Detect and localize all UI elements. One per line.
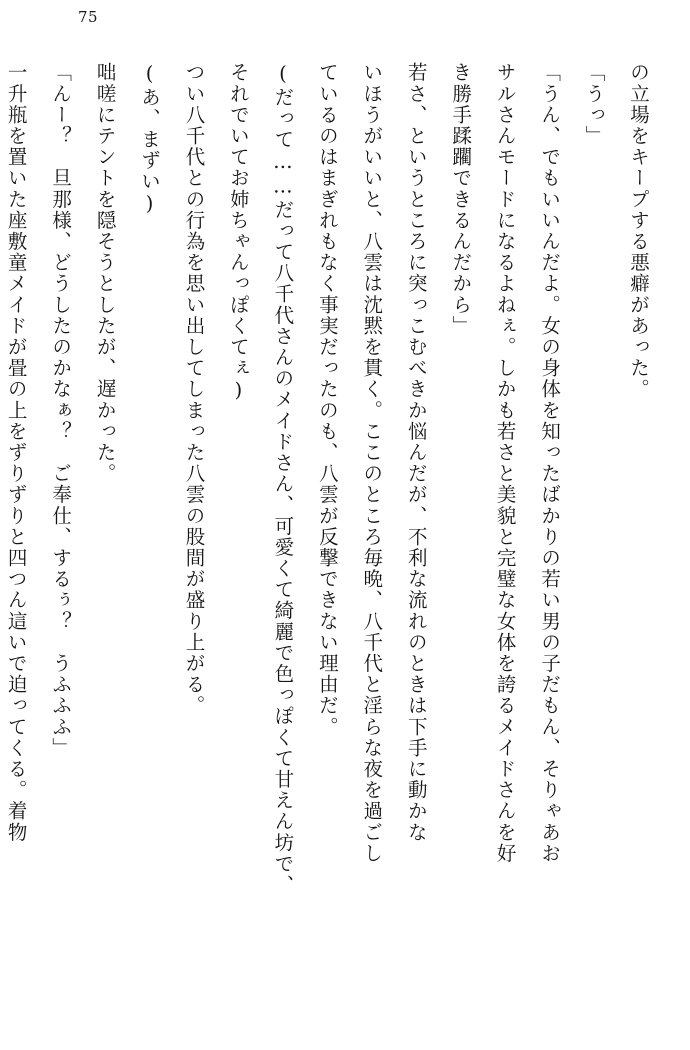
- text-line: つい八千代との行為を思い出してしまった八雲の股間が盛り上がる。: [182, 62, 206, 717]
- text-line: 「うん、でもいいんだよ。女の身体を知ったばかりの若い男の子だもん、そりゃあお: [538, 62, 562, 864]
- text-line: いほうがいいと、八雲は沈黙を貫く。ここのところ毎晩、八千代と淫らな夜を過ごし: [360, 62, 384, 864]
- text-line: (だって……だって八千代さんのメイドさん、可愛くて綺麗で色っぽくて甘えん坊で、: [271, 62, 295, 896]
- text-line: それでいてお姉ちゃんっぽくてぇ): [226, 62, 250, 404]
- text-line: ているのはまぎれもなく事実だったのも、八雲が反撃できない理由だ。: [315, 62, 339, 738]
- text-line: サルさんモードになるよねぇ。しかも若さと美貌と完璧な女体を誇るメイドさんを好: [493, 62, 517, 864]
- text-line: 「うっ」: [582, 62, 606, 147]
- text-line: 咄嗟にテントを隠そうとしたが、遅かった。: [93, 62, 117, 484]
- page-number: 75: [78, 8, 99, 26]
- text-line: 若さ、というところに突っこむべきか悩んだが、不利な流れのときは下手に動かな: [404, 62, 428, 843]
- text-line: (あ、まずい): [138, 62, 162, 217]
- text-line: 一升瓶を置いた座敷童メイドが畳の上をずりずりと四つん這いで迫ってくる。着物: [4, 62, 28, 843]
- vertical-text-body: [4, 62, 660, 1022]
- text-line: の立場をキープする悪癖があった。: [627, 62, 650, 400]
- text-line: き勝手蹂躙できるんだから」: [449, 62, 473, 337]
- text-line: 「んー？ 旦那様、どうしたのかなぁ？ ご奉仕、するぅ？ うふふふ」: [49, 62, 73, 759]
